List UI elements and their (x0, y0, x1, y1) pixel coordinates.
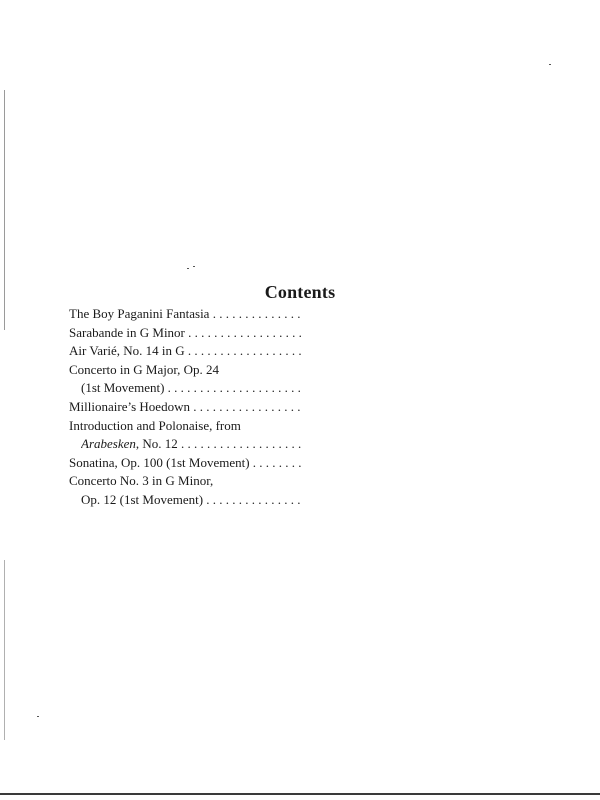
toc-entry-heading-line (69, 417, 539, 436)
toc-entry-title-italic: Arabesken (81, 436, 136, 452)
toc-entry-title: Introduction and Polonaise, from (69, 417, 241, 433)
toc-entry-heading-line (69, 472, 539, 491)
toc-entry[interactable] (69, 305, 539, 324)
page-title: Contents (264, 282, 336, 302)
toc-entry[interactable] (69, 379, 539, 398)
scan-speck (187, 268, 189, 269)
toc-entry-title: (1st Movement) . . . (81, 379, 301, 398)
toc-entry-title: The Boy Paganini Fantasia . . . (69, 305, 301, 324)
table-of-contents (69, 305, 539, 510)
toc-entry-title: Concerto in G Major, Op. 24 (69, 361, 220, 377)
toc-entry[interactable] (69, 454, 539, 473)
toc-entry[interactable] (69, 324, 539, 343)
toc-entry[interactable] (69, 398, 539, 417)
toc-entry-title: Millionaire’s Hoedown . . . (69, 398, 301, 417)
toc-entry[interactable] (69, 491, 539, 510)
toc-entry-heading-line (69, 361, 539, 380)
toc-entry-title: Op. 12 (1st Movement) . . . (81, 491, 301, 510)
scan-speck (193, 266, 195, 267)
toc-entry-title: Sarabande in G Minor . . . (69, 324, 301, 343)
scan-edge-mark (4, 560, 5, 740)
toc-entry-title: Sonatina, Op. 100 (1st Movement) . . . (69, 454, 301, 473)
toc-entry-title: Air Varié, No. 14 in G . . . (69, 342, 301, 361)
toc-entry[interactable] (69, 435, 539, 454)
toc-entry-title: Concerto No. 3 in G Minor, (69, 473, 214, 489)
toc-entry[interactable] (69, 342, 539, 361)
toc-entry-title: Arabesken, No. 12 . . . (81, 435, 301, 454)
scan-speck (37, 716, 39, 717)
scan-bottom-border (0, 793, 600, 795)
scan-speck (549, 64, 551, 65)
